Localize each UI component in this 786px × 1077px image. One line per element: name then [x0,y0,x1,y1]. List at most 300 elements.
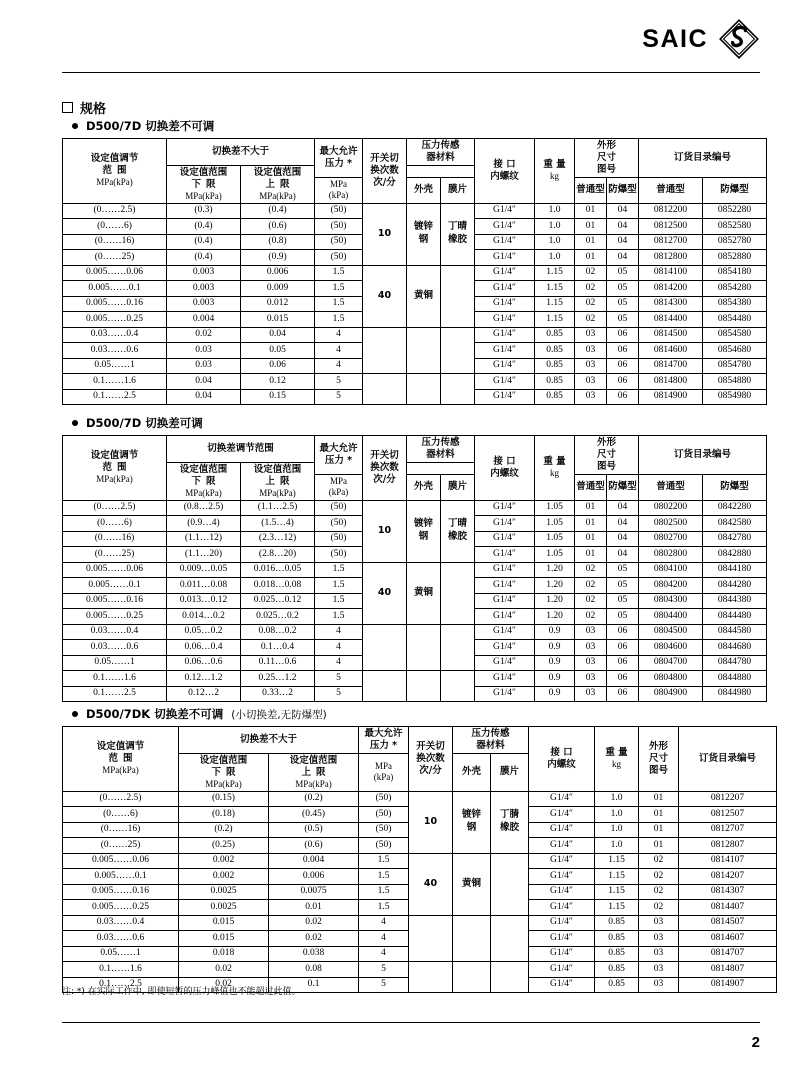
cell-weight: 0.85 [595,931,639,947]
cell-set-range: 0.05……1 [63,358,167,374]
cell-diff-upper: 0.05 [241,343,315,359]
cell-weight: 0.9 [535,686,575,702]
cell-diff-upper: 0.025…0.2 [241,609,315,625]
cell-switch-count: 40 [409,853,453,915]
cell-set-range: 0.1……2.5 [63,977,179,993]
cell-max-pressure: 4 [359,931,409,947]
cell-switch-count: 10 [363,203,407,265]
cell-weight: 1.05 [535,531,575,547]
bullet-dot-icon [72,420,78,426]
cell-diff-upper: 0.006 [241,265,315,281]
cell-weight: 1.20 [535,609,575,625]
cell-weight: 1.15 [595,884,639,900]
cell-weight: 1.15 [535,296,575,312]
cell-dim-standard: 02 [575,593,607,609]
cell-dim-standard: 03 [575,640,607,656]
cell-diff-lower: 0.0025 [179,884,269,900]
cell-diff-lower: (0.18) [179,807,269,823]
th-dimension-drawing: 外形 尺寸 图号 [575,139,639,178]
cell-set-range: 0.1……2.5 [63,389,167,405]
cell-diff-lower: 0.03 [167,343,241,359]
page-number: 2 [751,1034,760,1051]
cell-shell-material: 镀锌 钢 [407,500,441,562]
th-set-range: 设定值调节 范围 MPa(kPa) [63,139,167,204]
th-order-no: 订货目录编号 [639,436,767,475]
cell-diff-lower: 0.04 [167,389,241,405]
cell-diff-lower: (0.4) [167,234,241,250]
cell-order-standard: 0804300 [639,593,703,609]
cell-max-pressure: 4 [315,624,363,640]
cell-order-standard: 0814207 [679,869,777,885]
cell-connection: G1/4″ [529,962,595,978]
cell-diaphragm-material [441,374,475,405]
cell-set-range: (0……2.5) [63,500,167,516]
cell-dim-explosion: 04 [607,250,639,266]
cell-diff-lower: 0.018 [179,946,269,962]
cell-diff-lower: 0.011…0.08 [167,578,241,594]
cell-connection: G1/4″ [475,234,535,250]
cell-diff-lower: 0.04 [167,374,241,390]
cell-diff-upper: 0.04 [241,327,315,343]
th-sensor-material: 压力传感 器材料 [453,727,529,754]
cell-set-range: (0……16) [63,531,167,547]
cell-set-range: 0.005……0.06 [63,562,167,578]
cell-weight: 1.0 [535,250,575,266]
cell-dim-standard: 03 [575,389,607,405]
cell-connection: G1/4″ [475,374,535,390]
th-switch-count: 开关切 换次数 次/分 [409,727,453,792]
cell-set-range: (0……6) [63,807,179,823]
cell-shell-material [453,915,491,962]
cell-connection: G1/4″ [475,686,535,702]
cell-dim-standard: 01 [575,547,607,563]
cell-dim-standard: 02 [639,884,679,900]
cell-max-pressure: (50) [315,500,363,516]
cell-dim-standard: 01 [575,531,607,547]
cell-diff-upper: 0.02 [269,931,359,947]
cell-diff-upper: 0.018…0.08 [241,578,315,594]
cell-max-pressure: 5 [315,374,363,390]
cell-diff-lower: 0.014…0.2 [167,609,241,625]
cell-order-explosion: 0842280 [703,500,767,516]
cell-set-range: 0.1……2.5 [63,686,167,702]
cell-connection: G1/4″ [475,671,535,687]
cell-diff-lower: (0.15) [179,791,269,807]
cell-diff-lower: (1.1…20) [167,547,241,563]
cell-set-range: 0.005……0.1 [63,869,179,885]
cell-weight: 0.85 [535,343,575,359]
cell-weight: 1.20 [535,562,575,578]
th-max-pressure-unit: MPa (kPa) [315,474,363,500]
th-switch-diff: 切换差调节范围 [167,436,315,463]
cell-dim-explosion: 05 [607,578,639,594]
cell-connection: G1/4″ [529,946,595,962]
cell-max-pressure: (50) [315,531,363,547]
cell-dim-explosion: 05 [607,609,639,625]
cell-shell-material: 黄铜 [407,265,441,327]
cell-dim-explosion: 06 [607,327,639,343]
cell-order-explosion: 0854480 [703,312,767,328]
cell-diff-lower: 0.009…0.05 [167,562,241,578]
cell-weight: 0.85 [535,389,575,405]
cell-diff-upper: (0.45) [269,807,359,823]
spec-block-3 [62,706,777,993]
cell-order-standard: 0804400 [639,609,703,625]
th-diaphragm: 膜片 [441,474,475,500]
cell-diff-lower: 0.015 [179,931,269,947]
cell-set-range: (0……16) [63,234,167,250]
cell-order-standard: 0814507 [679,915,777,931]
cell-diff-upper: 0.025…0.12 [241,593,315,609]
cell-order-explosion: 0844780 [703,655,767,671]
brand-name: SAIC [642,24,708,53]
cell-shell-material: 黄铜 [407,562,441,624]
table-row [63,265,767,281]
cell-connection: G1/4″ [529,838,595,854]
cell-weight: 1.0 [595,822,639,838]
cell-weight: 1.0 [595,807,639,823]
cell-order-standard: 0802200 [639,500,703,516]
cell-order-explosion: 0844280 [703,578,767,594]
cell-order-standard: 0814800 [639,374,703,390]
th-set-lower: 设定值范围 下限 MPa(kPa) [167,165,241,203]
cell-diff-upper: 0.06 [241,358,315,374]
table-row [63,624,767,640]
cell-order-explosion: 0842880 [703,547,767,563]
cell-diff-upper: (1.1…2.5) [241,500,315,516]
cell-diff-lower: 0.02 [179,977,269,993]
cell-dim-standard: 03 [639,915,679,931]
cell-order-explosion: 0844480 [703,609,767,625]
table-subtitle: (小切换差,无防爆型) [231,708,327,721]
th-switch-diff: 切换差不大于 [167,139,315,166]
header-divider [62,72,760,73]
cell-set-range: 0.03……0.6 [63,640,167,656]
cell-diff-lower: 0.06…0.6 [167,655,241,671]
spec-block-2 [62,415,767,702]
cell-max-pressure: 1.5 [315,296,363,312]
cell-diff-lower: 0.0025 [179,900,269,916]
cell-diff-upper: (0.6) [241,219,315,235]
cell-dim-standard: 01 [575,500,607,516]
cell-order-standard: 0814407 [679,900,777,916]
cell-max-pressure: 5 [359,962,409,978]
cell-order-standard: 0812700 [639,234,703,250]
cell-diff-upper: 0.12 [241,374,315,390]
cell-order-explosion: 0842780 [703,531,767,547]
cell-order-standard: 0814600 [639,343,703,359]
cell-shell-material [407,624,441,671]
cell-dim-standard: 03 [639,962,679,978]
th-order-standard: 普通型 [639,177,703,203]
cell-set-range: (0……25) [63,547,167,563]
cell-max-pressure: 4 [315,640,363,656]
cell-max-pressure: 4 [315,343,363,359]
cell-diaphragm-material [491,915,529,962]
cell-max-pressure: (50) [315,234,363,250]
cell-weight: 1.0 [595,838,639,854]
cell-dim-standard: 01 [639,838,679,854]
cell-set-range: 0.1……1.6 [63,962,179,978]
th-order-explosion: 防爆型 [703,177,767,203]
th-weight: 重 量 kg [535,436,575,501]
cell-switch-count [409,915,453,962]
cell-set-range: 0.005……0.16 [63,884,179,900]
cell-dim-explosion: 04 [607,234,639,250]
th-shell: 外壳 [407,474,441,500]
cell-diff-lower: 0.05…0.2 [167,624,241,640]
cell-order-standard: 0814307 [679,884,777,900]
cell-dim-standard: 01 [575,219,607,235]
cell-diff-upper: (0.5) [269,822,359,838]
cell-diff-upper: 0.009 [241,281,315,297]
cell-set-range: 0.05……1 [63,946,179,962]
cell-set-range: 0.005……0.1 [63,281,167,297]
th-order-no: 订货目录编号 [679,727,777,792]
th-order-explosion: 防爆型 [703,474,767,500]
cell-max-pressure: 1.5 [315,281,363,297]
table-row [63,915,777,931]
table-title-text: D500/7DK 切换差不可调 [86,707,224,721]
cell-dim-standard: 03 [639,931,679,947]
cell-switch-count: 40 [363,562,407,624]
cell-connection: G1/4″ [475,516,535,532]
cell-switch-count [363,624,407,671]
cell-max-pressure: 1.5 [315,593,363,609]
th-shell: 外壳 [407,177,441,203]
cell-order-standard: 0814607 [679,931,777,947]
th-dim-explosion: 防爆型 [607,177,639,203]
cell-connection: G1/4″ [475,500,535,516]
th-dim-standard: 普通型 [575,177,607,203]
cell-order-standard: 0802700 [639,531,703,547]
cell-max-pressure: (50) [359,807,409,823]
cell-dim-standard: 01 [575,516,607,532]
cell-diff-lower: (0.8…2.5) [167,500,241,516]
cell-set-range: 0.03……0.6 [63,343,167,359]
table-title-t1 [72,118,767,134]
cell-weight: 0.9 [535,624,575,640]
cell-dim-standard: 03 [639,946,679,962]
cell-set-range: 0.005……0.25 [63,900,179,916]
cell-diff-upper: 0.1…0.4 [241,640,315,656]
cell-max-pressure: (50) [315,203,363,219]
cell-dim-standard: 02 [639,869,679,885]
cell-set-range: 0.03……0.4 [63,915,179,931]
cell-order-standard: 0804800 [639,671,703,687]
cell-diff-lower: (0.25) [179,838,269,854]
cell-set-range: (0……2.5) [63,203,167,219]
table-row [63,791,777,807]
cell-connection: G1/4″ [475,219,535,235]
cell-order-standard: 0804200 [639,578,703,594]
cell-shell-material [453,962,491,993]
cell-order-standard: 0814200 [639,281,703,297]
table-row [63,962,777,978]
cell-max-pressure: 4 [315,358,363,374]
cell-weight: 1.0 [535,234,575,250]
cell-shell-material [407,327,441,374]
cell-max-pressure: (50) [359,791,409,807]
cell-connection: G1/4″ [475,358,535,374]
cell-diff-upper: 0.02 [269,915,359,931]
cell-order-standard: 0814700 [639,358,703,374]
cell-max-pressure: (50) [315,219,363,235]
cell-max-pressure: 5 [315,389,363,405]
cell-diff-upper: 0.08 [269,962,359,978]
cell-weight: 1.15 [595,853,639,869]
cell-dim-standard: 03 [575,686,607,702]
cell-set-range: (0……16) [63,822,179,838]
cell-switch-count: 40 [363,265,407,327]
cell-dim-standard: 03 [575,671,607,687]
cell-connection: G1/4″ [529,977,595,993]
cell-weight: 0.85 [535,358,575,374]
cell-set-range: 0.03……0.4 [63,624,167,640]
th-set-range: 设定值调节 范围 MPa(kPa) [63,436,167,501]
cell-connection: G1/4″ [529,884,595,900]
cell-diff-upper: 0.1 [269,977,359,993]
cell-dim-standard: 02 [575,296,607,312]
cell-diaphragm-material [491,853,529,915]
cell-order-standard: 0802500 [639,516,703,532]
cell-diff-upper: (0.9) [241,250,315,266]
cell-connection: G1/4″ [529,900,595,916]
cell-set-range: 0.005……0.16 [63,296,167,312]
cell-weight: 1.15 [535,281,575,297]
cell-order-explosion: 0852780 [703,234,767,250]
cell-order-explosion: 0842580 [703,516,767,532]
cell-connection: G1/4″ [529,822,595,838]
cell-order-explosion: 0852280 [703,203,767,219]
cell-diff-upper: 0.11…0.6 [241,655,315,671]
cell-connection: G1/4″ [529,807,595,823]
cell-diaphragm-material [441,265,475,327]
cell-weight: 0.85 [595,977,639,993]
cell-diff-upper: (0.4) [241,203,315,219]
cell-set-range: 0.005……0.06 [63,265,167,281]
cell-switch-count [363,671,407,702]
cell-order-standard: 0814100 [639,265,703,281]
cell-diaphragm-material: 丁腈 橡胶 [491,791,529,853]
cell-dim-explosion: 04 [607,219,639,235]
cell-weight: 0.85 [595,915,639,931]
cell-set-range: 0.005……0.25 [63,609,167,625]
th-dimension-drawing: 外形 尺寸 图号 [639,727,679,792]
cell-connection: G1/4″ [475,327,535,343]
cell-diaphragm-material [441,671,475,702]
cell-order-standard: 0812707 [679,822,777,838]
cell-max-pressure: 4 [359,946,409,962]
cell-set-range: (0……6) [63,219,167,235]
cell-connection: G1/4″ [475,265,535,281]
cell-diff-upper: (0.6) [269,838,359,854]
cell-connection: G1/4″ [529,869,595,885]
th-max-pressure: 最大允许 压力 * [315,436,363,475]
table-row [63,203,767,219]
cell-set-range: (0……25) [63,838,179,854]
th-order-standard: 普通型 [639,474,703,500]
cell-weight: 0.9 [535,640,575,656]
cell-dim-explosion: 05 [607,265,639,281]
th-set-upper: 设定值范围 上限 MPa(kPa) [241,462,315,500]
cell-set-range: 0.1……1.6 [63,374,167,390]
cell-connection: G1/4″ [529,915,595,931]
cell-diff-lower: (1.1…12) [167,531,241,547]
cell-dim-explosion: 04 [607,547,639,563]
cell-connection: G1/4″ [475,640,535,656]
cell-dim-standard: 02 [575,281,607,297]
cell-diff-upper: 0.012 [241,296,315,312]
cell-weight: 1.05 [535,547,575,563]
cell-max-pressure: 4 [359,915,409,931]
cell-diff-lower: 0.004 [167,312,241,328]
cell-diff-upper: 0.33…2 [241,686,315,702]
cell-order-standard: 0804600 [639,640,703,656]
cell-diff-lower: 0.003 [167,265,241,281]
th-weight: 重 量 kg [595,727,639,792]
cell-weight: 1.15 [535,312,575,328]
th-max-pressure: 最大允许 压力 * [359,727,409,754]
cell-max-pressure: 1.5 [359,900,409,916]
cell-set-range: 0.005……0.06 [63,853,179,869]
cell-diff-upper: 0.016…0.05 [241,562,315,578]
cell-dim-explosion: 05 [607,281,639,297]
spec-table-t1 [62,138,767,405]
cell-diff-upper: (0.2) [269,791,359,807]
cell-connection: G1/4″ [475,655,535,671]
cell-switch-count [409,962,453,993]
cell-order-explosion: 0854880 [703,374,767,390]
cell-order-explosion: 0844880 [703,671,767,687]
cell-connection: G1/4″ [475,547,535,563]
table-row [63,500,767,516]
cell-set-range: (0……2.5) [63,791,179,807]
cell-diff-lower: 0.02 [167,327,241,343]
cell-diff-lower: 0.002 [179,869,269,885]
footer-divider [62,1022,760,1023]
saic-diamond-s-logo-icon [718,18,760,60]
cell-weight: 0.9 [535,671,575,687]
spec-table-t3 [62,726,777,993]
cell-set-range: 0.03……0.6 [63,931,179,947]
cell-diff-lower: (0.9…4) [167,516,241,532]
cell-order-explosion: 0854280 [703,281,767,297]
cell-diff-lower: (0.2) [179,822,269,838]
spec-block-1 [62,118,767,405]
cell-switch-count: 10 [409,791,453,853]
footnote: 注: *) 在实际工作中, 即使短暂的压力峰值也不能超过此值。 [62,987,301,997]
th-set-lower: 设定值范围 下限 MPa(kPa) [167,462,241,500]
cell-order-standard: 0814707 [679,946,777,962]
cell-order-explosion: 0844380 [703,593,767,609]
cell-shell-material: 镀锌 钢 [407,203,441,265]
cell-dim-explosion: 06 [607,671,639,687]
cell-weight: 0.85 [535,327,575,343]
cell-set-range: 0.1……1.6 [63,671,167,687]
cell-shell-material [407,671,441,702]
cell-dim-explosion: 06 [607,655,639,671]
cell-order-explosion: 0844980 [703,686,767,702]
cell-dim-explosion: 05 [607,562,639,578]
cell-diff-lower: (0.4) [167,219,241,235]
cell-order-explosion: 0854580 [703,327,767,343]
cell-diff-lower: (0.4) [167,250,241,266]
cell-max-pressure: 1.5 [359,884,409,900]
cell-weight: 1.0 [535,203,575,219]
cell-dim-standard: 02 [575,609,607,625]
cell-order-explosion: 0844680 [703,640,767,656]
